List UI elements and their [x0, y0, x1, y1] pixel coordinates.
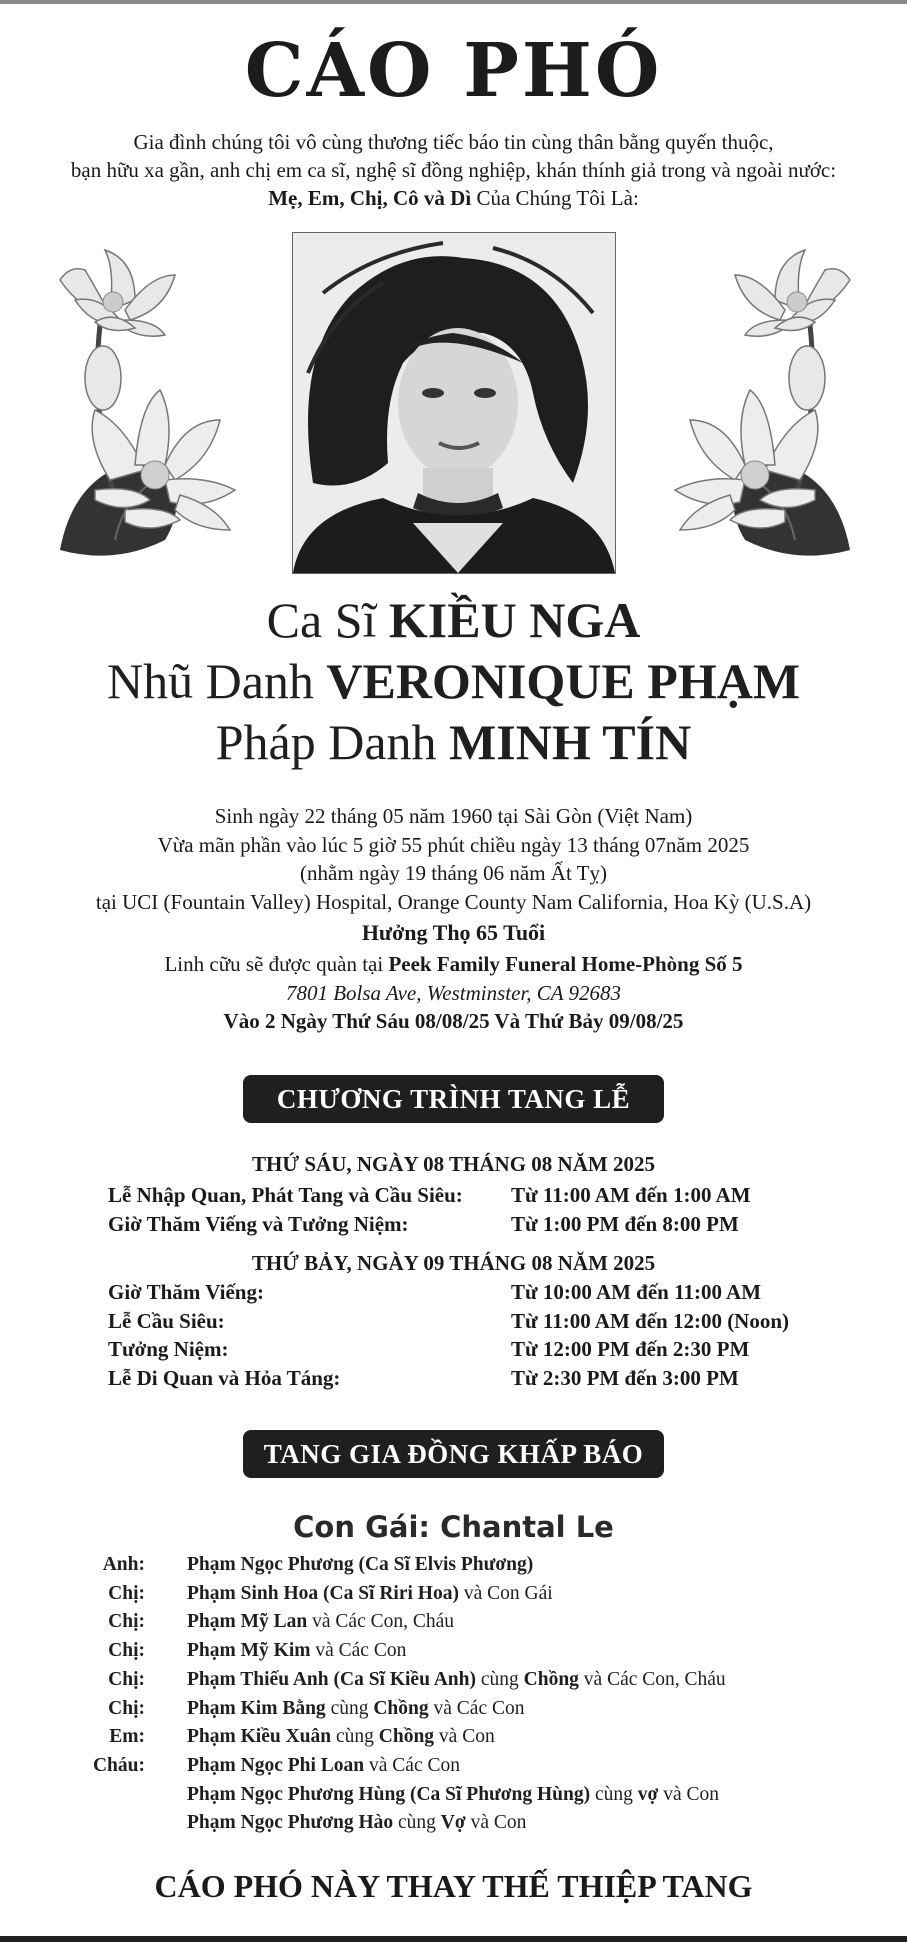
member-name: Phạm Kim Bằng — [187, 1697, 326, 1719]
relation-label: Chị: — [108, 1582, 145, 1604]
member-note: và Con — [434, 1726, 495, 1748]
member-name: Phạm Kiều Xuân — [187, 1726, 332, 1748]
schedule-event: Lễ Nhập Quan, Phát Tang và Cầu Siêu: — [108, 1183, 463, 1207]
maiden-name-prefix: Nhũ Danh — [106, 653, 327, 709]
member-note: và Con Gái — [458, 1582, 553, 1604]
place-line: tại UCI (Fountain Valley) Hospital, Orange County Nam California, Hoa Kỳ (U.S.A) — [95, 889, 812, 914]
member-note: cùng — [331, 1726, 379, 1748]
intro-line-1: Gia đình chúng tôi vô cùng thương tiếc báo tin cùng thân bằng quyến thuộc, — [133, 130, 774, 154]
member-name: Phạm Mỹ Lan — [187, 1611, 308, 1633]
bottom-border — [0, 1936, 907, 1942]
relation-label: Em: — [109, 1726, 145, 1748]
intro-suffix: Của Chúng Tôi Là: — [471, 186, 639, 210]
info-block — [0, 802, 907, 1036]
member-note: cùng — [590, 1783, 638, 1805]
member-name: vợ — [637, 1783, 659, 1805]
schedule-event: Lễ Di Quan và Hỏa Táng: — [108, 1365, 341, 1390]
stage-name-line — [0, 590, 907, 651]
relation-members — [187, 1551, 726, 1838]
viewing-prefix: Linh cữu sẽ được quàn tại — [164, 952, 389, 976]
viewing-line — [0, 950, 907, 979]
member-note: cùng — [475, 1668, 524, 1690]
portrait-photo — [292, 232, 616, 574]
maiden-name: VERONIQUE PHẠM — [326, 653, 801, 709]
stage-name: KIỀU NGA — [388, 592, 641, 648]
member-name: Phạm Ngọc Phi Loan — [187, 1754, 365, 1776]
schedule-event: Tưởng Niệm: — [108, 1337, 229, 1361]
birth-line: Sinh ngày 22 tháng 05 năm 1960 tại Sài Gòn (Việt Nam) — [214, 804, 693, 828]
family-member-row — [187, 1752, 726, 1781]
top-border — [0, 0, 907, 4]
member-name: Phạm Ngọc Phương Hào — [187, 1812, 394, 1834]
schedule-time: Từ 12:00 PM đến 2:30 PM — [511, 1337, 750, 1361]
schedule-event: Giờ Thăm Viếng và Tưởng Niệm: — [108, 1211, 409, 1236]
member-name: Phạm Ngọc Phương Hùng (Ca Sĩ Phương Hùng) — [187, 1783, 591, 1805]
relation-label: Chị: — [108, 1668, 145, 1690]
program-banner: CHƯƠNG TRÌNH TANG LỄ — [243, 1075, 664, 1123]
family-banner: TANG GIA ĐỒNG KHẤP BÁO — [243, 1430, 664, 1478]
member-note: và Con — [658, 1783, 720, 1805]
relation-labels — [93, 1551, 145, 1838]
member-name: Chồng — [523, 1668, 579, 1690]
family-member-row — [187, 1608, 726, 1637]
schedule-time: Từ 1:00 PM đến 8:00 PM — [511, 1211, 739, 1236]
portrait-image — [293, 233, 615, 573]
stage-name-prefix: Ca Sĩ — [266, 592, 389, 648]
member-note: cùng — [325, 1697, 374, 1719]
schedule-time: Từ 2:30 PM đến 3:00 PM — [511, 1365, 739, 1390]
day2-events — [108, 1278, 340, 1392]
page-title: CÁO PHÓ — [244, 28, 663, 114]
member-note: và Các Con, Cháu — [578, 1668, 726, 1690]
intro-line-2: bạn hữu xa gần, anh chị em ca sĩ, nghệ sĩ đồng nghiệp, khán thính giả trong và ngoài nước: — [70, 158, 837, 182]
schedule-time: Từ 11:00 AM đến 12:00 (Noon) — [511, 1308, 790, 1333]
schedule-event: Lễ Cầu Siêu: — [108, 1308, 225, 1333]
member-note: và Các Con, Cháu — [307, 1611, 455, 1633]
member-name: Phạm Thiếu Anh (Ca Sĩ Kiều Anh) — [187, 1668, 476, 1690]
lotus-flower-left-icon — [55, 240, 255, 570]
relation-label — [93, 1809, 145, 1838]
intro-relations: Mẹ, Em, Chị, Cô và Dì — [268, 186, 472, 210]
family-block — [0, 1510, 907, 1544]
day1-events — [108, 1181, 463, 1238]
member-name: Chồng — [373, 1697, 429, 1719]
dharma-name-prefix: Pháp Danh — [215, 714, 450, 770]
member-name: Phạm Mỹ Kim — [187, 1640, 311, 1662]
member-note: cùng — [393, 1812, 441, 1834]
member-note: và Con — [465, 1812, 527, 1834]
name-block — [0, 590, 907, 773]
address-line: 7801 Bolsa Ave, Westminster, CA 92683 — [285, 980, 622, 1005]
member-name: Phạm Sinh Hoa (Ca Sĩ Riri Hoa) — [187, 1582, 459, 1604]
intro-block — [0, 128, 907, 212]
maiden-name-line — [0, 651, 907, 712]
relation-label: Cháu: — [92, 1754, 145, 1776]
family-member-row — [187, 1695, 726, 1724]
day2-header: THỨ BẢY, NGÀY 09 THÁNG 08 NĂM 2025 — [251, 1251, 656, 1275]
relation-label: Chị: — [108, 1697, 145, 1719]
family-member-row — [187, 1723, 726, 1752]
schedule-time: Từ 11:00 AM đến 1:00 AM — [511, 1183, 751, 1207]
dharma-name-line — [0, 712, 907, 773]
family-member-row — [187, 1551, 726, 1580]
day1-times — [511, 1181, 751, 1238]
day2-times — [511, 1278, 789, 1392]
dharma-name: MINH TÍN — [449, 714, 692, 770]
footer-note: CÁO PHÓ NÀY THAY THẾ THIỆP TANG — [154, 1868, 753, 1904]
member-note: và Các Con — [428, 1697, 525, 1719]
relation-label: Chị: — [108, 1640, 145, 1662]
family-member-row — [187, 1637, 726, 1666]
family-member-row — [187, 1580, 726, 1609]
relation-label: Chị: — [108, 1611, 145, 1633]
schedule-event: Giờ Thăm Viếng: — [108, 1280, 264, 1304]
family-member-row — [187, 1809, 726, 1838]
family-member-row — [187, 1666, 726, 1695]
lotus-flower-right-icon — [655, 240, 855, 570]
viewing-place: Peek Family Funeral Home-Phòng Số 5 — [388, 952, 743, 976]
member-note: và Các Con — [310, 1640, 407, 1662]
child-line: Con Gái: Chantal Le — [293, 1510, 614, 1544]
intro-line-3 — [0, 184, 907, 212]
member-note: và Các Con — [364, 1754, 460, 1776]
relation-label — [93, 1781, 145, 1810]
relation-label: Anh: — [102, 1554, 145, 1575]
passed-line: Vừa mãn phần vào lúc 5 giờ 55 phút chiều ngày 13 tháng 07năm 2025 — [157, 832, 750, 857]
member-name: Phạm Ngọc Phương (Ca Sĩ Elvis Phương) — [187, 1554, 534, 1575]
family-member-row — [187, 1781, 726, 1810]
viewing-dates-line: Vào 2 Ngày Thứ Sáu 08/08/25 Và Thứ Bảy 09/08/25 — [223, 1009, 684, 1033]
member-name: Vợ — [440, 1812, 466, 1834]
age-line: Hưởng Thọ 65 Tuổi — [361, 920, 546, 945]
lunar-date-line: (nhằm ngày 19 tháng 06 năm Ất Tỵ) — [300, 861, 607, 885]
day1-header: THỨ SÁU, NGÀY 08 THÁNG 08 NĂM 2025 — [252, 1152, 655, 1176]
member-name: Chồng — [378, 1726, 435, 1748]
schedule-time: Từ 10:00 AM đến 11:00 AM — [511, 1280, 762, 1304]
